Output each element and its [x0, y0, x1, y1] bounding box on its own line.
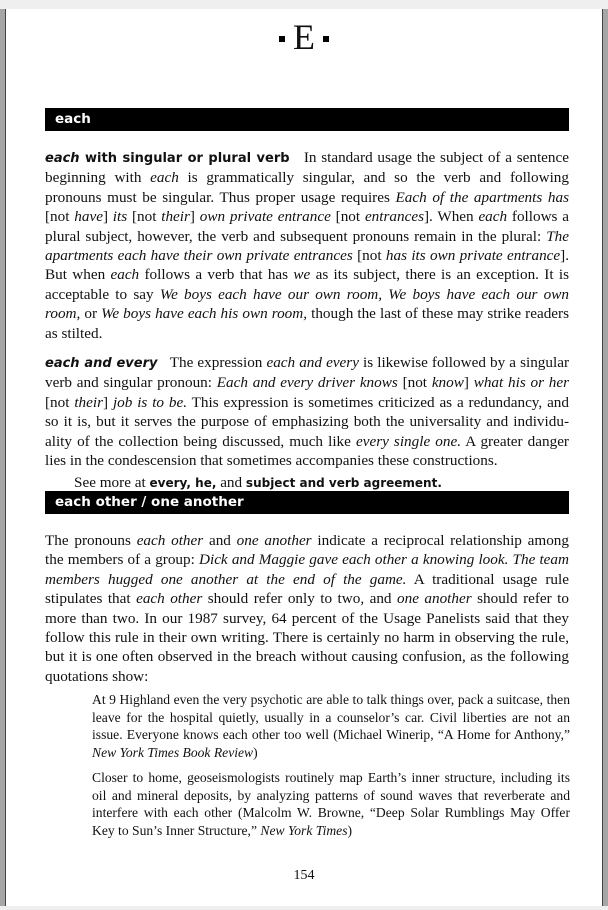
- entry-paragraph: The pronouns each other and one another indicate a reciprocal relationship among the members of a group: Dick and Maggie gave each other a knowing look. The team members hugged one another at the end of the game. A traditional usage rule stipulates that each other should refer only to two, and one another should refer to more than two. In our 1987 survey, 64 percent of the Usage Panelists said that they follow this rule in their own writing. There is certainly no harm in observing the rule, but it is one often observed in the breach without causing confusion, as the following quotations show:: [45, 532, 569, 685]
- quotation: Closer to home, geoseismologists routinely map Earth’s inner structure, including its oil and mineral deposits, by analyzing patterns of sound waves that reverberate and interfere with each other (Malcolm W. Browne, “Deep Solar Rumblings May Offer Key to Sun’s Inner Structure,” New York Times): [92, 770, 570, 838]
- subentry-label: each with singular or plural verb: [45, 151, 290, 166]
- cross-reference-link[interactable]: subject and verb agreement.: [245, 475, 442, 490]
- cross-reference-link[interactable]: every, he,: [149, 475, 217, 490]
- subentry-singular-plural-verb: each with singular or plural verb In standard usage the subject of a sentence beginning with each is grammatically singular, and so the verb and following pronouns must be singular. Thus proper usage requires Each of the apartments has [not have] its [not their] own private entrance [not entrances]. When each follows a plural subject, however, the verb and subsequent pronouns remain in the plural: The apartments each have their own private entrances [not has its own private entrance]. But when each follows a verb that has we as its subject, there is an exception. It is acceptable to say We boys each have our own room, We boys have each our own room, or We boys have each his own room, though the last of these may strike readers as stilted.: [45, 149, 570, 342]
- section-letter: E: [293, 17, 315, 57]
- quotation-block: [92, 691, 570, 847]
- quotation: At 9 Highland even the very psychotic are able to talk things over, pack a suitcase, then leave for the hospital quietly, usually in a counselor’s car. Civil liberties are not an issue. Everyone knows each other too well (Michael Winerip, “A Home for Anthony,” New York Times Book Review): [92, 692, 570, 760]
- document-page: [5, 9, 603, 906]
- bullet-square-icon: [279, 36, 285, 42]
- entry-body-each: [45, 148, 569, 503]
- document-viewer-frame: [0, 9, 608, 906]
- subentry-each-and-every: each and every The expression each and every is likewise followed by a singular verb and singular pronoun: Each and every driver knows [not know] what his or her [not their] job is to be. This expression is sometimes criticized as a redundancy, and so it is, but it serves the purpose of emphasizing both the universality and individuality of the collection being discussed, much like every single one. A greater danger lies in the condescension that sometimes accompanies these constructions.: [45, 354, 570, 470]
- entry-body-each-other: [45, 531, 569, 696]
- bullet-square-icon: [323, 36, 329, 42]
- section-letter-heading: [6, 17, 602, 57]
- see-more-line: See more at every, he, and subject and verb agreement.: [74, 473, 442, 491]
- page-number: 154: [293, 868, 315, 883]
- entry-heading-each: [45, 108, 569, 131]
- subentry-label: each and every: [45, 356, 158, 372]
- entry-headword: each other / one another: [55, 494, 244, 510]
- entry-heading-each-other: [45, 491, 569, 514]
- entry-headword: each: [55, 111, 91, 127]
